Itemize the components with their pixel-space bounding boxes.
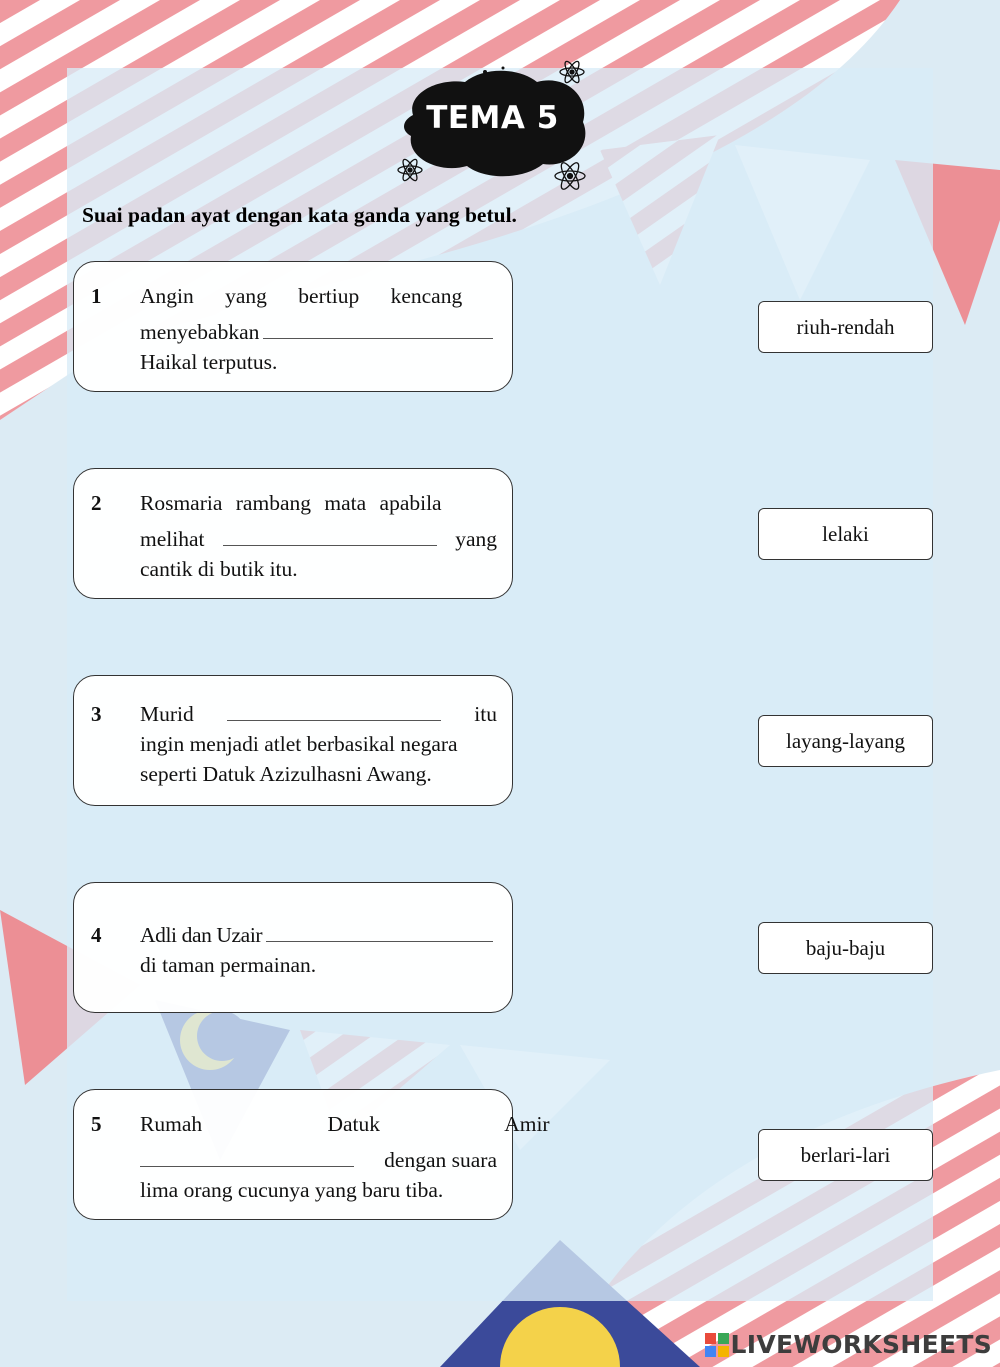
question-line: yang <box>455 527 497 551</box>
question-text <box>140 920 497 980</box>
question-text <box>140 699 497 789</box>
question-line: Angin yang bertiup kencang <box>140 284 463 308</box>
question-card-1 <box>73 261 513 392</box>
question-line: Rumah Datuk Amir <box>140 1112 550 1136</box>
page-title: TEMA 5 <box>426 100 559 136</box>
question-number: 2 <box>91 491 102 515</box>
instruction-text: Suai padan ayat dengan kata ganda yang betul. <box>82 203 517 227</box>
answer-option-4[interactable]: baju-baju <box>758 922 933 974</box>
question-card-2 <box>73 468 513 599</box>
liveworksheets-logo-icon <box>705 1333 729 1357</box>
answer-option-3[interactable]: layang-layang <box>758 715 933 767</box>
question-number: 3 <box>91 702 102 726</box>
question-text <box>140 1109 550 1205</box>
atom-icon <box>560 60 584 84</box>
question-card-5 <box>73 1089 550 1220</box>
answer-blank[interactable] <box>227 719 441 721</box>
question-text <box>140 281 497 377</box>
question-line: cantik di butik itu. <box>140 557 298 581</box>
question-line: ingin menjadi atlet berbasikal negara <box>140 732 458 756</box>
atom-icon <box>555 161 585 190</box>
question-number: 1 <box>91 284 102 308</box>
question-line: Haikal terputus. <box>140 350 278 374</box>
answer-option-1[interactable]: riuh-rendah <box>758 301 933 353</box>
question-card-4 <box>73 882 513 1013</box>
atom-icon <box>398 158 422 183</box>
question-number: 5 <box>91 1112 102 1136</box>
question-line: Adli dan Uzair <box>140 923 263 947</box>
question-line: itu <box>474 702 497 726</box>
answer-blank[interactable] <box>223 544 437 546</box>
answer-blank[interactable] <box>140 1165 354 1167</box>
question-number: 4 <box>91 923 102 947</box>
answer-option-5[interactable]: berlari-lari <box>758 1129 933 1181</box>
answer-blank[interactable] <box>263 337 493 339</box>
question-line: menyebabkan <box>140 320 260 344</box>
question-line: Rosmaria rambang mata apabila <box>140 491 442 515</box>
question-line: Murid <box>140 702 194 726</box>
question-line: lima orang cucunya yang baru tiba. <box>140 1178 444 1202</box>
question-line: dengan suara <box>384 1148 497 1172</box>
question-line: seperti Datuk Azizulhasni Awang. <box>140 762 432 786</box>
answer-blank[interactable] <box>266 940 493 942</box>
question-card-3 <box>73 675 513 806</box>
question-line: melihat <box>140 527 205 551</box>
liveworksheets-brand[interactable] <box>705 1330 992 1359</box>
brand-name: LIVEWORKSHEETS <box>730 1330 992 1359</box>
answer-option-2[interactable]: lelaki <box>758 508 933 560</box>
question-text <box>140 488 497 584</box>
question-line: di taman permainan. <box>140 953 317 977</box>
